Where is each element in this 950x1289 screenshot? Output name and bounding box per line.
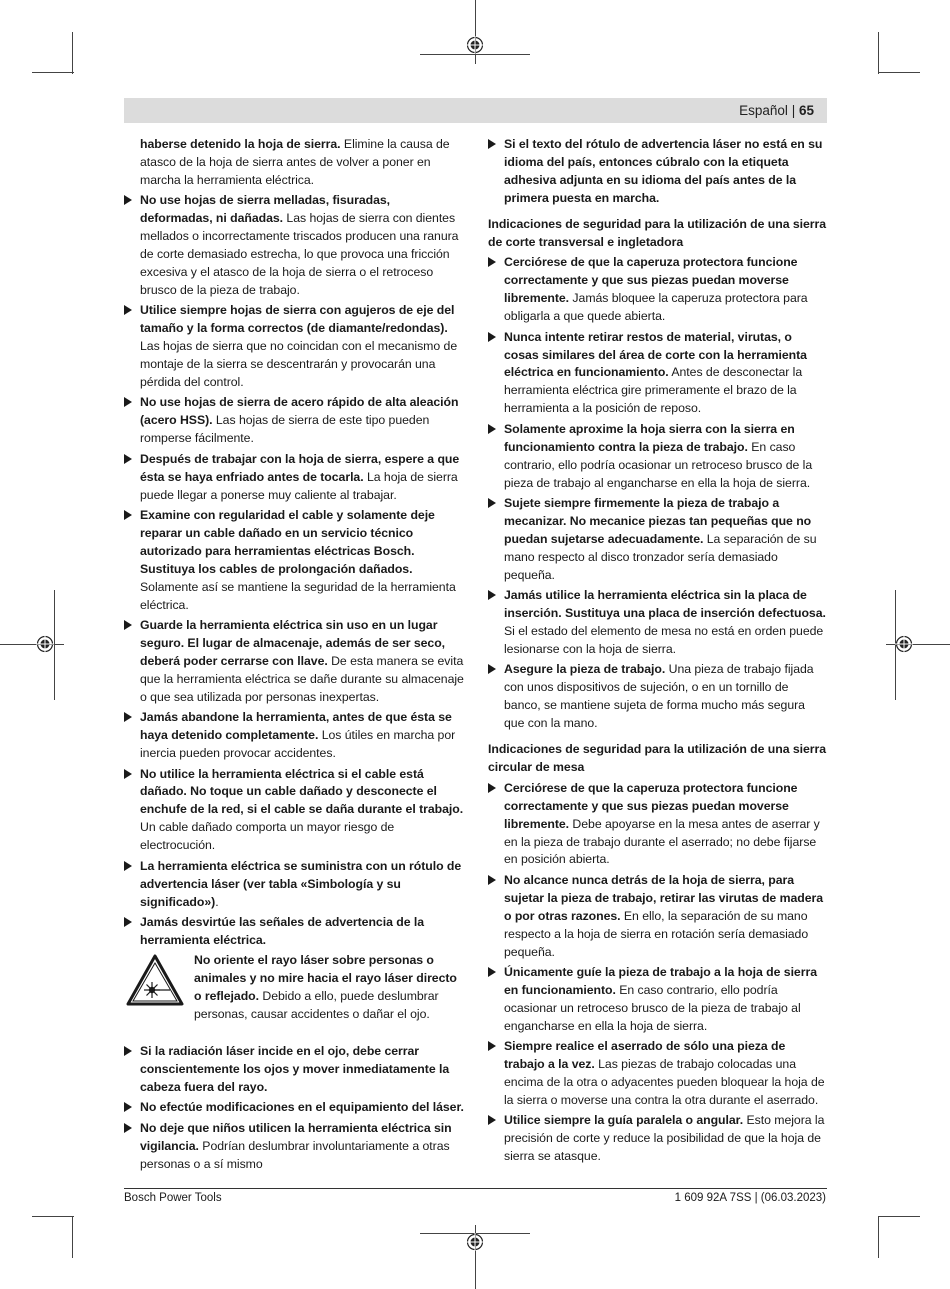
body-text: Los útiles en marcha por inercia pueden provocar accidentes. <box>140 728 456 761</box>
list-item <box>124 507 464 614</box>
registration-line <box>54 590 55 700</box>
section-heading: Indicaciones de seguridad para la utilización de una sierra circular de mesa <box>488 741 827 774</box>
bold-text: Sujete siempre firmemente la pieza de trabajo a mecanizar. No mecanice piezas tan pequeñas que no puedan sujetarse adecuadamente. <box>504 496 812 546</box>
bold-text: Nunca intente retirar restos de material, virutas, o cosas similares del área de corte con la herramienta eléctrica en funcionamiento. <box>504 329 807 380</box>
bullet-triangle-icon <box>488 664 496 674</box>
list-item <box>488 872 827 962</box>
bold-text: Solamente aproxime la hoja sierra con la sierra en funcionamiento contra la pieza de trabajo. <box>504 421 795 454</box>
right-column <box>488 136 827 1169</box>
bold-text: No alcance nunca detrás de la hoja de sierra, para sujetar la pieza de trabajo, retirar las virutas de madera o por otras razones. <box>504 872 824 923</box>
bullet-triangle-icon <box>124 712 132 722</box>
bullet-triangle-icon <box>124 917 132 927</box>
registration-mark-icon <box>36 635 54 653</box>
body-text: En caso contrario, ello podría ocasionar un retroceso brusco de la pieza de trabajo al engancharse en ella la hoja de sierra. <box>504 982 801 1033</box>
bullet-triangle-icon <box>488 590 496 600</box>
list-item <box>124 617 464 707</box>
bold-text: No oriente el rayo láser sobre personas o animales y no mire hacia el rayo láser directo o reflejado. <box>194 953 457 1004</box>
body-text: Jamás bloquee la caperuza protectora para obligarla a que quede abierta. <box>504 291 808 324</box>
bullet-triangle-icon <box>488 139 496 149</box>
bullet-triangle-icon <box>488 424 496 434</box>
body-text: Podrían deslumbrar involuntariamente a otras personas o a sí mismo <box>140 1138 450 1171</box>
bold-text: Asegure la pieza de trabajo. <box>504 662 666 677</box>
laser-warning-block <box>124 952 464 1040</box>
list-item <box>488 964 827 1036</box>
bold-text: Jamás desvirtúe las señales de advertencia de la herramienta eléctrica. <box>140 915 425 947</box>
body-text: Las hojas de sierra que no coincidan con el mecanismo de montaje de la sierra se descentrarán y provocarán una pérdida del control. <box>140 339 458 389</box>
bullet-triangle-icon <box>488 498 496 508</box>
bold-text: Jamás utilice la herramienta eléctrica sin la placa de inserción. Sustituya una placa de inserción defectuosa. <box>504 588 826 621</box>
body-text: Elimine la causa de atasco de la hoja de sierra antes de volver a poner en marcha la herramienta eléctrica. <box>140 137 450 187</box>
bullet-triangle-icon <box>124 1046 132 1056</box>
list-item <box>124 1120 464 1174</box>
list-item <box>124 766 464 856</box>
footer-rule <box>124 1188 827 1189</box>
footer-brand: Bosch Power Tools <box>124 1192 222 1204</box>
registration-line <box>420 54 530 55</box>
body-text: Las hojas de sierra de este tipo pueden romperse fácilmente. <box>140 413 430 446</box>
list-item <box>124 858 464 912</box>
body-text: Antes de desconectar la herramienta eléctrica gire primeramente el brazo de la herramienta a la posición de reposo. <box>504 365 803 416</box>
header-band <box>124 98 827 123</box>
body-text: Debe apoyarse en la mesa antes de aserrar y en la pieza de trabajo durante el aserrado; no debe fijarse en posición abierta. <box>504 816 820 867</box>
crop-mark <box>878 1216 879 1258</box>
list-item <box>124 451 464 505</box>
registration-mark-icon <box>466 36 484 54</box>
list-item <box>488 661 827 733</box>
list-item <box>488 329 827 419</box>
bold-text: La herramienta eléctrica se suministra con un rótulo de advertencia láser (ver tabla «Simbología y su significado») <box>140 858 462 909</box>
registration-mark-icon <box>895 635 913 653</box>
bold-text: Utilice siempre la guía paralela o angular. <box>504 1113 744 1128</box>
bold-text: Después de trabajar con la hoja de sierra, espere a que ésta se haya enfriado antes de tocarla. <box>140 451 460 484</box>
bullet-triangle-icon <box>488 967 496 977</box>
bullet-triangle-icon <box>124 1102 132 1112</box>
section-heading: Indicaciones de seguridad para la utilización de una sierra de corte transversal e ingletadora <box>488 216 827 249</box>
bold-text: Cerciórese de que la caperuza protectora funcione correctamente y que sus piezas puedan moverse libremente. <box>504 780 798 831</box>
body-text: Las piezas de trabajo colocadas una encima de la otra o adyacentes pueden bloquear la hoja de la sierra o moverse una contra la otra durante el aserrado. <box>504 1057 825 1107</box>
body-text: Esto mejora la precisión de corte y reduce la posibilidad de que la hoja de sierra se atasque. <box>504 1113 825 1164</box>
crop-mark <box>878 72 920 73</box>
bullet-triangle-icon <box>124 769 132 779</box>
bold-text: Si el texto del rótulo de advertencia láser no está en su idioma del país, entonces cúbralo con la etiqueta adhesiva adjunta en su idioma del país antes de la primera puesta en marcha. <box>504 137 823 205</box>
list-item <box>124 914 464 950</box>
bullet-triangle-icon <box>488 1041 496 1051</box>
body-text: La separación de su mano respecto al disco tronzador sería demasiado pequeña. <box>504 531 817 582</box>
bold-text: No efectúe modificaciones en el equipamiento del láser. <box>140 1100 464 1115</box>
continued-paragraph <box>124 136 464 190</box>
bold-text: Si la radiación láser incide en el ojo, debe cerrar conscientemente los ojos y mover inmediatamente la cabeza fuera del rayo. <box>140 1044 450 1094</box>
bullet-triangle-icon <box>488 332 496 342</box>
body-text: En caso contrario, ello podría ocasionar un retroceso brusco de la pieza de trabajo al engancharse en ella la hoja de sierra. <box>504 439 813 490</box>
crop-mark <box>72 32 73 74</box>
page-number: 65 <box>798 103 814 118</box>
list-item <box>488 136 827 208</box>
crop-mark <box>32 1216 74 1217</box>
list-item <box>488 780 827 870</box>
list-item <box>488 1038 827 1110</box>
list-item <box>488 421 827 493</box>
list-item <box>124 394 464 448</box>
body-text: La hoja de sierra puede llegar a ponerse muy caliente al trabajar. <box>140 469 458 502</box>
bullet-triangle-icon <box>124 510 132 520</box>
list-item <box>124 192 464 299</box>
header-separator: | <box>791 103 796 118</box>
bullet-triangle-icon <box>488 783 496 793</box>
list-item <box>124 709 464 763</box>
bullet-triangle-icon <box>124 454 132 464</box>
footer-document-code: 1 609 92A 7SS | (06.03.2023) <box>674 1192 826 1204</box>
body-text: Una pieza de trabajo fijada con unos dispositivos de sujeción, o en un tornillo de banco, se mantiene sujeta de forma mucho más segura que con la mano. <box>504 662 814 731</box>
bold-text: No use hojas de sierra de acero rápido de alta aleación (acero HSS). <box>140 395 459 428</box>
body-text: Debido a ello, puede deslumbrar personas, causar accidentes o dañar el ojo. <box>194 989 439 1022</box>
body-text: En ello, la separación de su mano respecto a la hoja de sierra en rotación sería demasiado pequeña. <box>504 908 809 959</box>
bullet-triangle-icon <box>124 305 132 315</box>
list-item <box>124 1099 464 1117</box>
bold-text: Siempre realice el aserrado de sólo una pieza de trabajo a la vez. <box>504 1039 786 1072</box>
body-text: Si el estado del elemento de mesa no está en orden puede lesionarse con la hoja de sierra. <box>504 623 824 656</box>
bold-text: Examine con regularidad el cable y solamente deje reparar un cable dañado en un servicio técnico autorizado para herramientas eléctricas Bosch. Sustituya los cables de prolongación dañados. <box>140 508 435 576</box>
body-text: De esta manera se evita que la herramienta eléctrica se dañe durante su almacenaje o que sea utilizada por personas inexpertas. <box>140 653 464 704</box>
bullet-triangle-icon <box>488 875 496 885</box>
list-item <box>124 1043 464 1097</box>
crop-mark <box>72 1216 73 1258</box>
body-text: . <box>215 894 219 909</box>
list-item <box>488 587 827 659</box>
bold-text: Guarde la herramienta eléctrica sin uso en un lugar seguro. El lugar de almacenaje, además de ser seco, deberá poder cerrarse con llave. <box>140 618 446 668</box>
body-text: Solamente así se mantiene la seguridad de la herramienta eléctrica. <box>140 579 456 612</box>
crop-mark <box>32 72 74 73</box>
bold-text: No deje que niños utilicen la herramienta eléctrica sin vigilancia. <box>140 1120 452 1153</box>
bullet-triangle-icon <box>488 1115 496 1125</box>
body-text: Un cable dañado comporta un mayor riesgo de electrocución. <box>140 820 395 853</box>
left-column <box>124 136 464 1176</box>
bold-text: No use hojas de sierra melladas, fisuradas, deformadas, ni dañadas. <box>140 193 391 226</box>
crop-mark <box>878 32 879 74</box>
bold-text: No utilice la herramienta eléctrica si el cable está dañado. No toque un cable dañado y desconecte el enchufe de la red, si el cable se daña durante el trabajo. <box>140 766 464 817</box>
bullet-triangle-icon <box>488 257 496 267</box>
bullet-triangle-icon <box>124 195 132 205</box>
bullet-triangle-icon <box>124 861 132 871</box>
bold-text: Únicamente guíe la pieza de trabajo a la hoja de sierra en funcionamiento. <box>504 965 817 997</box>
list-item <box>488 1112 827 1166</box>
list-item <box>488 495 827 585</box>
body-text: Las hojas de sierra con dientes mellados o incorrectamente triscados producen una ranura de corte demasiado estrecha, lo que provoca una fricción excesiva y el atasco de la hoja de sierra o el retroceso brusco de la pieza de trabajo. <box>140 211 459 297</box>
laser-warning-icon <box>126 954 184 1006</box>
list-item <box>124 302 464 392</box>
crop-mark <box>878 1216 920 1217</box>
bullet-triangle-icon <box>124 1123 132 1133</box>
bold-text: Utilice siempre hojas de sierra con agujeros de eje del tamaño y la forma correctos (de diamante/redondas). <box>140 303 455 336</box>
bullet-triangle-icon <box>124 620 132 630</box>
bold-text: Cerciórese de que la caperuza protectora funcione correctamente y que sus piezas puedan moverse libremente. <box>504 255 798 306</box>
bullet-triangle-icon <box>124 397 132 407</box>
list-item <box>488 254 827 326</box>
bold-text: Jamás abandone la herramienta, antes de que ésta se haya detenido completamente. <box>140 710 452 743</box>
page-header <box>739 103 814 118</box>
header-language: Español <box>739 103 788 118</box>
bold-text: haberse detenido la hoja de sierra. <box>140 137 341 151</box>
registration-mark-icon <box>466 1233 484 1251</box>
